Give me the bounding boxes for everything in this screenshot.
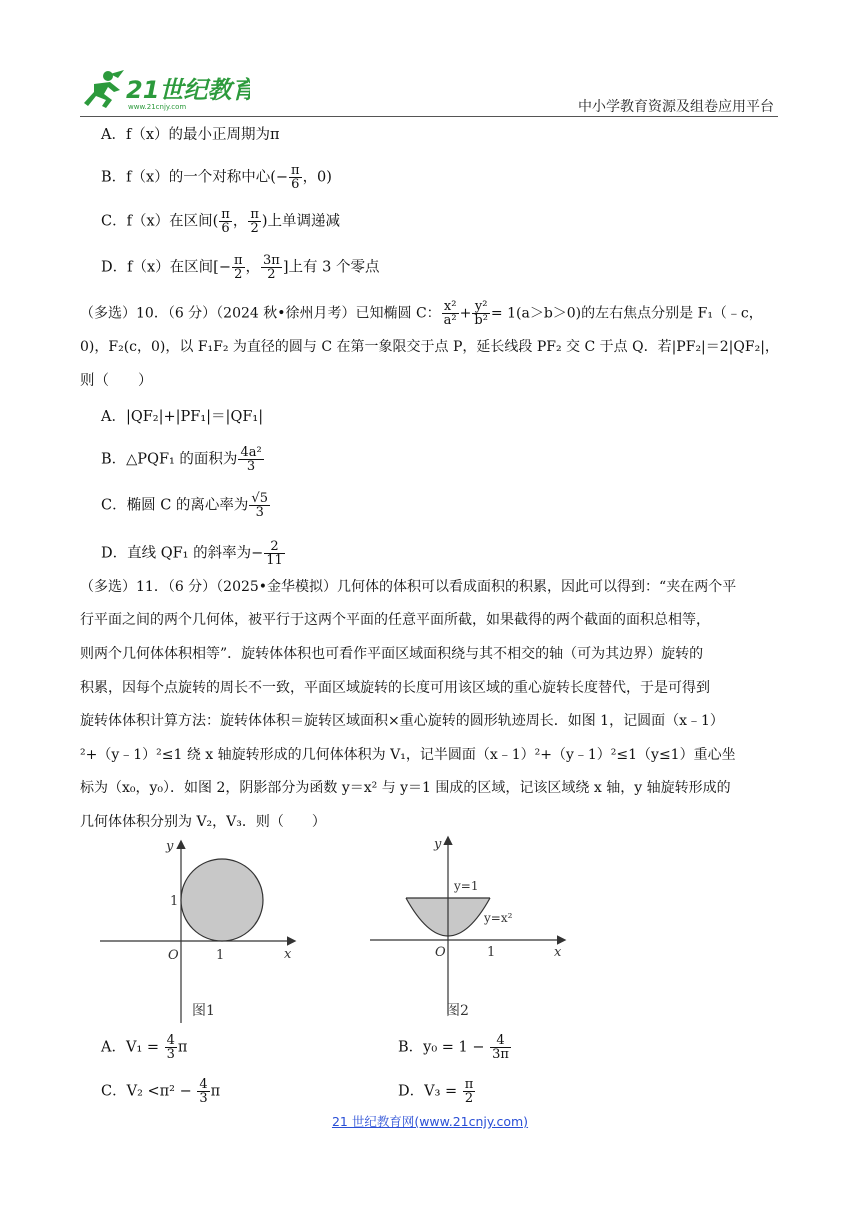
q10-option-c: C．椭圆 C 的离心率为 $\frac{√5}{3}$ (101, 491, 268, 520)
logo-text: 21世纪教育 (126, 76, 250, 104)
site-logo (80, 68, 250, 112)
q11-stem-line6: ²+（y﹣1）²≤1 绕 x 轴旋转形成的几何体体积为 V₁，记半圆面（x﹣1）²+（y﹣1）²≤1（y≤1）重心坐 (80, 747, 736, 763)
figure-2 (368, 834, 578, 1024)
fig2-y-label: y (434, 837, 442, 852)
figure-2-caption: 图2 (446, 1003, 469, 1019)
q10-option-a: A．|QF₂|+|PF₁|＝|QF₁| (101, 409, 264, 425)
q11-stem-line1: （多选）11．（6 分）（2025•金华模拟）几何体的体积可以看成面积的积累，因此可以得到：“夹在两个平 (80, 579, 737, 595)
footer-link[interactable]: 21 世纪教育网(www.21cnjy.com) (331, 1114, 529, 1129)
fig2-label-curve: y=x² (484, 911, 513, 925)
fig2-x-label: x (554, 945, 562, 960)
q11-option-d: D．V₃ = $\frac{\pi}{2}$ (398, 1077, 474, 1106)
fig2-origin: O (435, 945, 446, 960)
header-divider (80, 116, 778, 117)
q11-option-c: C．V₂ <π² − $\frac{4}{3}$ π (101, 1077, 221, 1106)
fig1-x-label: x (284, 947, 292, 962)
q11-option-a: A．V₁ = $\frac{4}{3}$ π (101, 1033, 188, 1062)
q10-stem-line3: 则（ ） (80, 373, 153, 389)
q11-stem-line4: 积累，因每个点旋转的周长不一致，平面区域旋转的长度可用该区域的重心旋转长度替代，于是可得到 (80, 680, 710, 696)
q9-option-c: C．f（x）在区间( $\frac{\pi}{6}$ ， $\frac{\pi}{2}$ )上单调递减 (101, 207, 341, 236)
figure-1-caption: 图1 (192, 1003, 215, 1019)
fig2-tick-x: 1 (487, 945, 496, 960)
fig1-tick-y: 1 (170, 894, 179, 909)
q10-stem-line2: 0)，F₂(c，0)，以 F₁F₂ 为直径的圆与 C 在第一象限交于点 P，延长线段 PF₂ 交 C 于点 Q．若|PF₂|＝2|QF₂|， (80, 339, 779, 355)
fig1-disk (181, 859, 263, 941)
q9-option-d: D．f（x）在区间[− $\frac{\pi}{2}$ ， $\frac{3\pi}{2}$ ]上有 3 个零点 (101, 253, 380, 282)
q10-option-d: D．直线 QF₁ 的斜率为− $\frac{2}{11}$ (101, 539, 283, 568)
q11-stem-line3: 则两个几何体体积相等”．旋转体体积也可看作平面区域面积绕与其不相交的轴（可为其边界）旋转的 (80, 646, 704, 662)
q11-stem-line8: 几何体体积分别为 V₂，V₃．则（ ） (80, 814, 326, 830)
fig1-tick-x: 1 (216, 948, 225, 963)
q11-option-b: B．y₀ = 1 − $\frac{4}{3\pi}$ (398, 1033, 509, 1062)
fig2-label-line: y=1 (454, 879, 479, 893)
q10-stem-line1: （多选）10．（6 分）（2024 秋•徐州月考）已知椭圆 C： $\frac{\text{x²}}{\text{a²}}$ + $\frac{\text{y²}}{\text{b²}}$ = 1(a＞b＞0)的左右焦点分别是 F₁（﹣c， (80, 299, 763, 328)
header-title: 中小学教育资源及组卷应用平台 (578, 99, 774, 115)
q10-option-b: B．△PQF₁ 的面积为 $\frac{\text{4a²}}{3}$ (101, 445, 262, 474)
logo-url: www.21cnjy.com (128, 103, 187, 111)
q11-stem-line7: 标为（x₀，y₀）．如图 2，阴影部分为函数 y＝x² 与 y＝1 围成的区域，记该区域绕 x 轴，y 轴旋转形成的 (80, 780, 731, 796)
q9-option-b: B．f（x）的一个对称中心(− $\frac{\pi}{6}$ ，0) (101, 163, 332, 192)
q9-option-a: A．f（x）的最小正周期为π (101, 127, 280, 143)
fig1-y-label: y (166, 839, 174, 854)
q11-stem-line5: 旋转体体积计算方法：旋转体体积＝旋转区域面积×重心旋转的圆形轨迹周长．如图 1，记圆面（x﹣1） (80, 713, 724, 729)
fig1-origin: O (168, 948, 179, 963)
q11-stem-line2: 行平面之间的两个几何体，被平行于这两个平面的任意平面所截，如果截得的两个截面的面积总相等， (80, 612, 710, 628)
